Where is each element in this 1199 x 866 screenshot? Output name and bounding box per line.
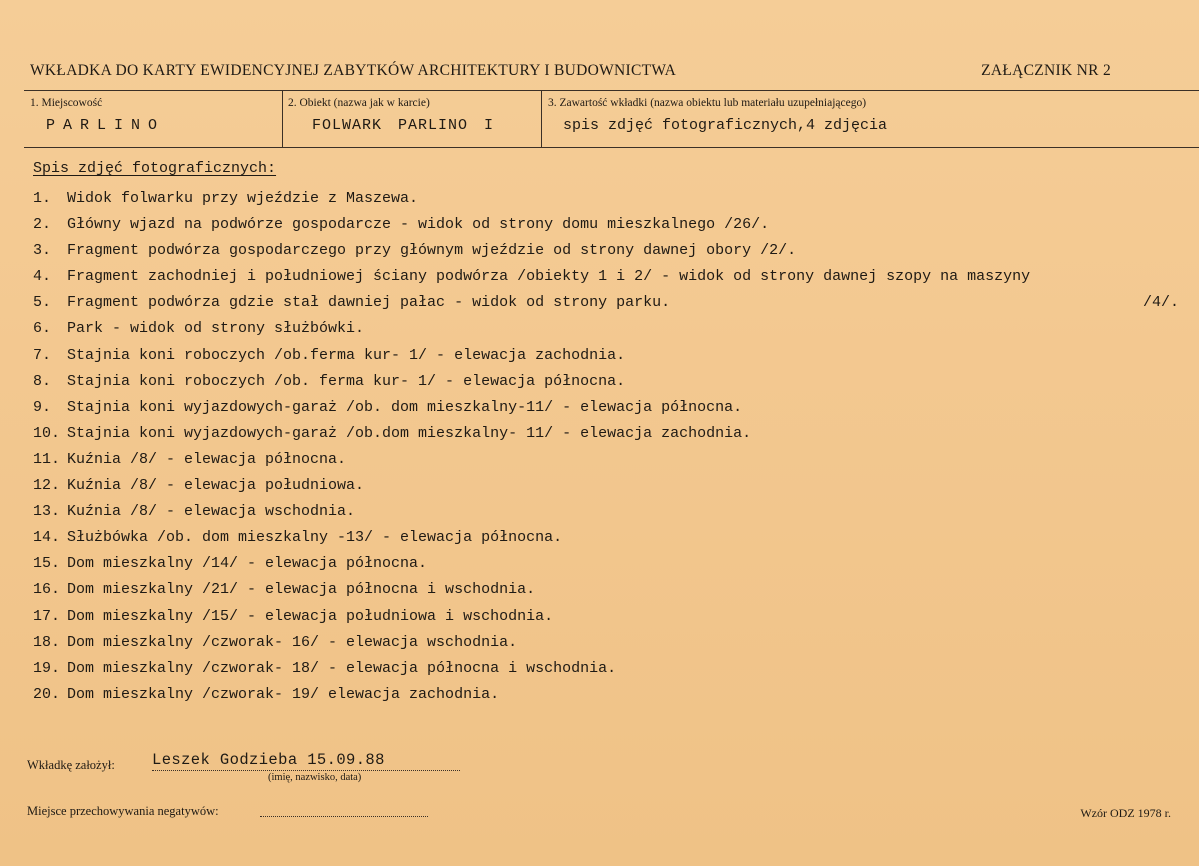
photo-description: Fragment zachodniej i południowej ściany podwórza /obiekty 1 i 2/ - widok od strony dawnej szopy na maszyny — [67, 268, 1031, 286]
content-label: 3. Zawartość wkładki (nazwa obiektu lub materiału uzupełniającego) — [548, 97, 867, 109]
photo-number: 11. — [33, 450, 61, 468]
photo-description: Fragment podwórza gdzie stał dawniej pałac - widok od strony parku. — [67, 294, 671, 312]
photo-list-item — [33, 186, 1193, 212]
photo-description: Kuźnia /8/ - elewacja południowa. — [67, 477, 365, 495]
photo-number: 3. — [33, 242, 52, 260]
content-value: spis zdjęć fotograficznych,4 zdjęcia — [563, 117, 888, 134]
photo-list-item — [33, 551, 1193, 577]
negatives-line — [260, 816, 428, 817]
photo-description: Główny wjazd na podwórze gospodarcze - widok od strony domu mieszkalnego /26/. — [67, 216, 770, 234]
photo-number: 4. — [33, 268, 52, 286]
photo-number: 5. — [33, 294, 52, 312]
photo-description: Kuźnia /8/ - elewacja wschodnia. — [67, 503, 356, 521]
photo-number: 12. — [33, 477, 61, 495]
photo-list-item — [33, 630, 1193, 656]
photo-list-item — [33, 525, 1193, 551]
photo-list-item — [33, 499, 1193, 525]
photo-number: 10. — [33, 424, 61, 442]
photo-list-item — [33, 656, 1193, 682]
photo-number: 1. — [33, 190, 52, 207]
photo-description: Stajnia koni roboczych /ob. ferma kur- 1/ - elewacja północna. — [67, 372, 626, 390]
photo-list — [33, 186, 1193, 708]
photo-list-title: Spis zdjęć fotograficznych: — [33, 160, 277, 177]
photo-list-item — [33, 682, 1193, 708]
created-by-hint: (imię, nazwisko, data) — [268, 772, 362, 783]
field-divider — [541, 91, 542, 147]
photo-description: Fragment podwórza gospodarczego przy głównym wjeździe od strony dawnej obory /2/. — [67, 242, 797, 260]
photo-list-item — [33, 604, 1193, 630]
photo-number: 13. — [33, 503, 61, 521]
negatives-label: Miejsce przechowywania negatywów: — [27, 804, 219, 818]
photo-list-item — [33, 316, 1193, 342]
photo-number: 7. — [33, 346, 52, 364]
photo-description: Dom mieszkalny /czworak- 16/ - elewacja wschodnia. — [67, 633, 518, 651]
photo-number: 18. — [33, 633, 61, 651]
photo-number: 16. — [33, 581, 61, 599]
photo-list-item — [33, 447, 1193, 473]
object-value: FOLWARK PARLINO I — [312, 117, 495, 134]
created-by-label: Wkładkę założył: — [27, 758, 115, 772]
photo-list-item — [33, 238, 1193, 264]
photo-description: Widok folwarku przy wjeździe z Maszewa. — [67, 190, 419, 207]
photo-list-item — [33, 395, 1193, 421]
photo-description: Stajnia koni wyjazdowych-garaż /ob. dom mieszkalny-11/ - elewacja północna. — [67, 398, 743, 416]
photo-description: Dom mieszkalny /czworak- 18/ - elewacja północna i wschodnia. — [67, 659, 617, 677]
photo-list-item — [33, 473, 1193, 499]
photo-description: Park - widok od strony służbówki. — [67, 320, 365, 338]
form-title: WKŁADKA DO KARTY EWIDENCYJNEJ ZABYTKÓW ARCHITEKTURY I BUDOWNICTWA — [30, 62, 677, 79]
photo-number: 6. — [33, 320, 52, 338]
photo-number: 15. — [33, 555, 61, 573]
photo-list-section — [33, 158, 1193, 708]
photo-list-item — [33, 212, 1193, 238]
created-by-value: Leszek Godzieba 15.09.88 — [152, 751, 385, 769]
photo-description: Dom mieszkalny /15/ - elewacja południowa i wschodnia. — [67, 607, 554, 625]
photo-number: 17. — [33, 607, 61, 625]
photo-number: 14. — [33, 529, 61, 547]
photo-description: Dom mieszkalny /14/ - elewacja północna. — [67, 555, 428, 573]
photo-list-item — [33, 343, 1193, 369]
photo-description: Kuźnia /8/ - elewacja północna. — [67, 450, 347, 468]
photo-count: /4/. — [1143, 294, 1180, 312]
photo-description: Dom mieszkalny /czworak- 19/ elewacja zachodnia. — [67, 685, 500, 703]
annex-number: ZAŁĄCZNIK NR 2 — [981, 62, 1111, 79]
locality-value: PARLINO — [46, 117, 166, 134]
photo-number: 20. — [33, 685, 61, 703]
photo-list-item — [33, 264, 1193, 290]
photo-list-item — [33, 369, 1193, 395]
photo-description: Stajnia koni wyjazdowych-garaż /ob.dom mieszkalny- 11/ - elewacja zachodnia. — [67, 424, 752, 442]
photo-number: 9. — [33, 398, 52, 416]
photo-list-item — [33, 421, 1193, 447]
photo-description: Dom mieszkalny /21/ - elewacja północna i wschodnia. — [67, 581, 536, 599]
object-label: 2. Obiekt (nazwa jak w karcie) — [288, 97, 430, 109]
photo-number: 8. — [33, 372, 52, 390]
photo-description: Stajnia koni roboczych /ob.ferma kur- 1/ - elewacja zachodnia. — [67, 346, 626, 364]
photo-number: 2. — [33, 216, 52, 234]
created-by-line — [152, 770, 460, 771]
locality-label: 1. Miejscowość — [30, 97, 103, 109]
fields-bottom-rule — [24, 147, 1199, 148]
photo-list-item — [33, 290, 1193, 316]
photo-number: 19. — [33, 659, 61, 677]
field-divider — [282, 91, 283, 147]
form-number: Wzór ODZ 1978 r. — [1080, 806, 1171, 820]
photo-description: Służbówka /ob. dom mieszkalny -13/ - elewacja północna. — [67, 529, 563, 547]
photo-list-item — [33, 577, 1193, 603]
top-rule — [24, 90, 1199, 91]
